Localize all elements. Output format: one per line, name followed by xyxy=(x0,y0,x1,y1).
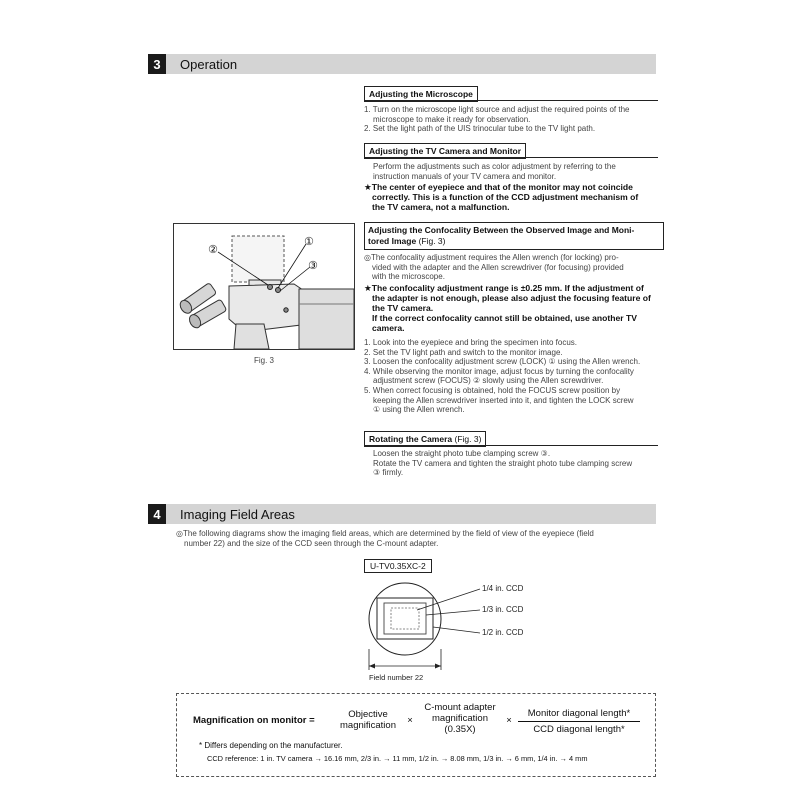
text-line: Perform the adjustments such as color adjustment by referring to the xyxy=(373,162,616,171)
adjusting-tv-note xyxy=(364,182,658,212)
text-line: the TV camera, not a malfunction. xyxy=(372,202,510,212)
section-4-intro xyxy=(176,529,656,548)
subsection-title-adjusting-microscope: Adjusting the Microscope xyxy=(364,86,478,102)
text-line: If the correct confocality cannot still be obtained, use another TV xyxy=(372,313,638,323)
section-3-header xyxy=(148,54,656,74)
formula-text: Objective xyxy=(348,709,388,720)
ccd-label-half: 1/2 in. CCD xyxy=(482,628,524,637)
times-symbol: × xyxy=(407,715,413,726)
text-line: keeping the Allen screwdriver inserted into it, and tighten the LOCK screw xyxy=(373,395,634,405)
formula-text: (0.35X) xyxy=(444,724,476,735)
divider xyxy=(364,445,658,446)
divider xyxy=(364,157,658,158)
ccd-reference: CCD reference: 1 in. TV camera → 16.16 mm, 2/3 in. → 11 mm, 1/2 in. → 8.08 mm, 1/3 in. → 6 mm, 1/4 in. → 4 mm xyxy=(207,754,588,763)
text-line: ① using the Allen wrench. xyxy=(373,405,465,415)
ccd-label-third: 1/3 in. CCD xyxy=(482,605,524,614)
formula-text: C-mount adapter xyxy=(424,702,496,713)
subsection-title-adjusting-tv: Adjusting the TV Camera and Monitor xyxy=(364,143,526,159)
text-line: ★The center of eyepiece and that of the monitor may not coincide xyxy=(364,182,633,192)
text-line: correctly. This is a function of the CCD adjustment mechanism of xyxy=(372,192,639,202)
field-number-label: Field number 22 xyxy=(369,673,424,682)
callout-2: ② xyxy=(208,244,218,256)
callout-1: ① xyxy=(304,236,314,248)
section-4-header xyxy=(148,504,656,524)
title-line: tored Image xyxy=(368,236,417,246)
microscope-illustration xyxy=(174,224,354,349)
confocality-intro xyxy=(364,253,658,282)
section-title: Operation xyxy=(180,56,238,72)
adjusting-tv-body xyxy=(364,162,658,181)
formula-numerator: Monitor diagonal length* xyxy=(527,708,631,719)
section-title: Imaging Field Areas xyxy=(180,506,295,522)
text-line: 2. Set the light path of the UIS trinocular tube to the TV light path. xyxy=(364,124,596,134)
text-line: number 22) and the size of the CCD seen through the C-mount adapter. xyxy=(184,538,439,548)
text-line: 3. Loosen the confocality adjustment screw (LOCK) ① using the Allen wrench. xyxy=(364,357,641,367)
title-text: Rotating the Camera xyxy=(369,434,453,444)
text-line: 1. Turn on the microscope light source and adjust the required points of the xyxy=(364,105,630,114)
figure-3-microscope xyxy=(173,223,355,350)
adjusting-microscope-steps xyxy=(364,105,658,134)
figure-reference: (Fig. 3) xyxy=(454,434,482,444)
title-line: Adjusting the Confocality Between the Observed Image and Moni- xyxy=(368,225,635,235)
text-line: 4. While observing the monitor image, adjust focus by turning the confocality xyxy=(364,366,634,376)
section-number: 4 xyxy=(148,504,166,524)
text-line: the TV camera. xyxy=(372,303,434,313)
text-line: Loosen the straight photo tube clamping screw ③. xyxy=(373,449,551,458)
text-line: Rotate the TV camera and tighten the straight photo tube clamping screw xyxy=(373,458,633,468)
objective-magnification xyxy=(332,709,404,731)
text-line: ◎The following diagrams show the imaging field areas, which are determined by the field of view of the eyepiece (field xyxy=(176,529,594,538)
rotating-body xyxy=(364,449,658,478)
text-line: 5. When correct focusing is obtained, hold the FOCUS screw position by xyxy=(364,385,621,395)
text-line: camera. xyxy=(372,323,405,333)
text-line: vided with the adapter and the Allen screwdriver (for focusing) provided xyxy=(372,262,624,272)
adapter-magnification xyxy=(415,702,505,735)
confocality-note xyxy=(364,283,658,333)
figure-reference: (Fig. 3) xyxy=(418,236,446,246)
text-line: instruction manuals of your TV camera and monitor. xyxy=(373,171,557,181)
text-line: 1. Look into the eyepiece and bring the specimen into focus. xyxy=(364,338,578,347)
divider xyxy=(364,100,658,101)
text-line: 2. Set the TV light path and switch to the monitor image. xyxy=(364,347,563,357)
confocality-steps xyxy=(364,338,658,415)
ccd-label-quarter: 1/4 in. CCD xyxy=(482,584,524,593)
text-line: the adapter is not enough, please also adjust the focusing feature of xyxy=(372,293,651,303)
callout-3: ③ xyxy=(308,260,318,272)
section-number: 3 xyxy=(148,54,166,74)
subsection-title-confocality xyxy=(364,222,664,250)
formula-text: magnification xyxy=(340,720,396,731)
times-symbol: × xyxy=(506,715,512,726)
text-line: ③ firmly. xyxy=(373,468,404,478)
figure-caption: Fig. 3 xyxy=(254,356,275,365)
text-line: microscope to make it ready for observation. xyxy=(373,114,531,124)
text-line: with the microscope. xyxy=(372,272,445,282)
text-line: ◎The confocality adjustment requires the Allen wrench (for locking) pro- xyxy=(364,253,619,262)
formula-lhs: Magnification on monitor = xyxy=(193,715,315,726)
magnification-formula-box xyxy=(176,693,656,777)
text-line: ★The confocality adjustment range is ±0.25 mm. If the adjustment of xyxy=(364,283,644,293)
formula-denominator: CCD diagonal length* xyxy=(533,724,625,735)
footnote: * Differs depending on the manufacturer. xyxy=(199,741,343,750)
fraction-bar xyxy=(518,721,640,722)
text-line: adjustment screw (FOCUS) ② slowly using the Allen screwdriver. xyxy=(373,376,604,386)
adapter-model-label: U-TV0.35XC-2 xyxy=(364,559,432,573)
formula-text: magnification xyxy=(432,713,488,724)
